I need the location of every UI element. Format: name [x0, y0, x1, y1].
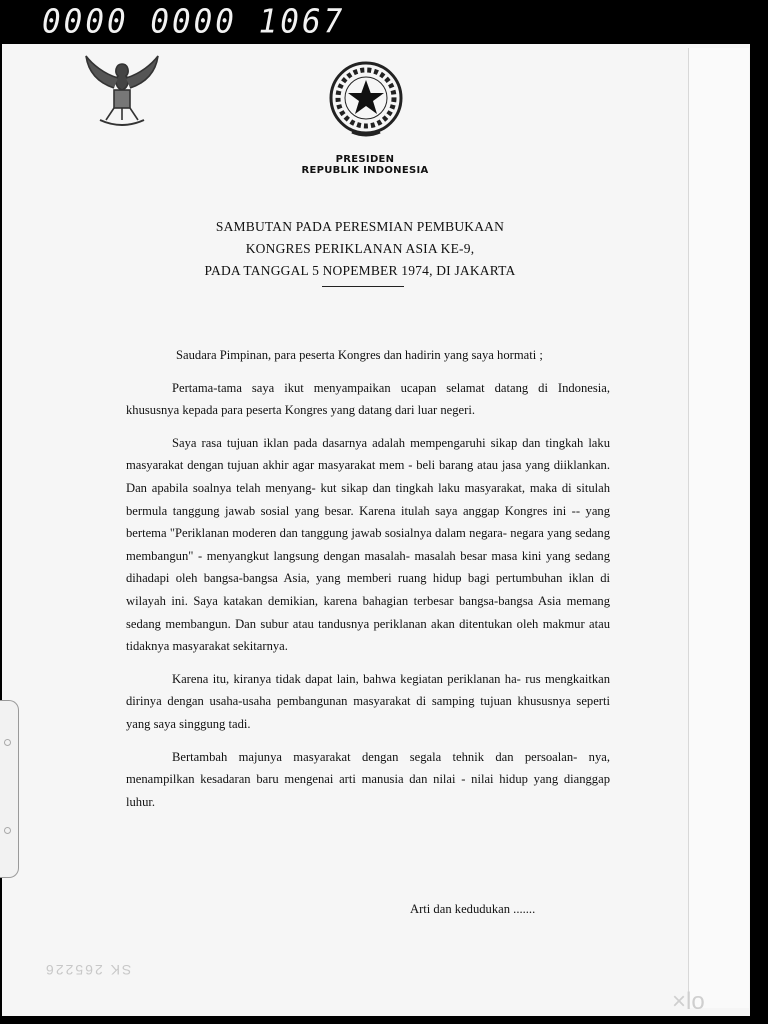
letterhead-line: PRESIDEN — [335, 154, 395, 165]
paragraph: Bertambah majunya masyarakat dengan segala tehnik dan persoalan- nya, menampilkan kesadaran baru mengenai arti manusia dan nilai - nilai hidup yang dianggap luhur. — [126, 749, 610, 809]
archive-stamp-number: SK 265226 — [44, 962, 132, 978]
document-title — [160, 216, 560, 282]
binder-hole — [4, 739, 11, 746]
letterhead-line: REPUBLIK INDONESIA — [301, 165, 429, 176]
continuation-catchword: Arti dan kedudukan ....... — [410, 902, 536, 916]
page-edge — [688, 48, 749, 1008]
binder-hole — [4, 827, 11, 834]
corner-mark: ×lo — [672, 988, 705, 1015]
garuda-emblem-icon — [80, 50, 164, 134]
salutation: Saudara Pimpinan, para peserta Kongres dan hadirin yang saya hormati ; — [176, 348, 543, 362]
speech-body — [126, 344, 610, 813]
paragraph: Saya rasa tujuan iklan pada dasarnya adalah mempengaruhi sikap dan tingkah laku masyarakat dengan tujuan akhir agar masyarakat mem - beli barang atau jasa yang diiklankan. Dan apabila soalnya telah menyang- kut sikap dan tingkah laku masyarakat, maka di situlah bermula tanggung jawab sosial yang besar. Karena itulah saya anggap Kongres ini -- yang bertema "Periklanan moderen dan tanggung jawab sosialnya dalam negara- negara yang sedang membangun" - menyangkut langsung dengan masalah- masalah besar masa kini yang sedang dihadapi oleh bangsa-bangsa Asia, yang memberi ruang hidup bagi pertumbuhan iklan di wilayah ini. Saya katakan demikian, karena bahagian terbesar bangsa-bangsa Asia memang sedang membangun. Dan subur atau tandusnya periklanan akan ditentukan oleh makmur atau tidaknya masyarakat sekitarnya. — [126, 435, 610, 654]
title-line: PADA TANGGAL 5 NOPEMBER 1974, DI JAKARTA — [204, 263, 516, 278]
title-line: KONGRES PERIKLANAN ASIA KE-9, — [245, 241, 475, 256]
title-underline — [322, 286, 404, 287]
film-frame-number: 0000 0000 1067 — [42, 3, 346, 41]
paragraph: Karena itu, kiranya tidak dapat lain, bahwa kegiatan periklanan ha- rus mengkaitkan dirinya dengan usaha-usaha pembangunan masyarakat di samping tujuan khususnya seperti yang saya singgung tadi. — [126, 671, 610, 731]
title-line: SAMBUTAN PADA PERESMIAN PEMBUKAAN — [215, 219, 505, 234]
presidential-seal-icon — [322, 60, 410, 140]
paragraph: Pertama-tama saya ikut menyampaikan ucapan selamat datang di Indonesia, khususnya kepada para peserta Kongres yang datang dari luar negeri. — [126, 380, 610, 418]
letterhead — [280, 154, 450, 176]
binder-tab — [0, 700, 19, 878]
